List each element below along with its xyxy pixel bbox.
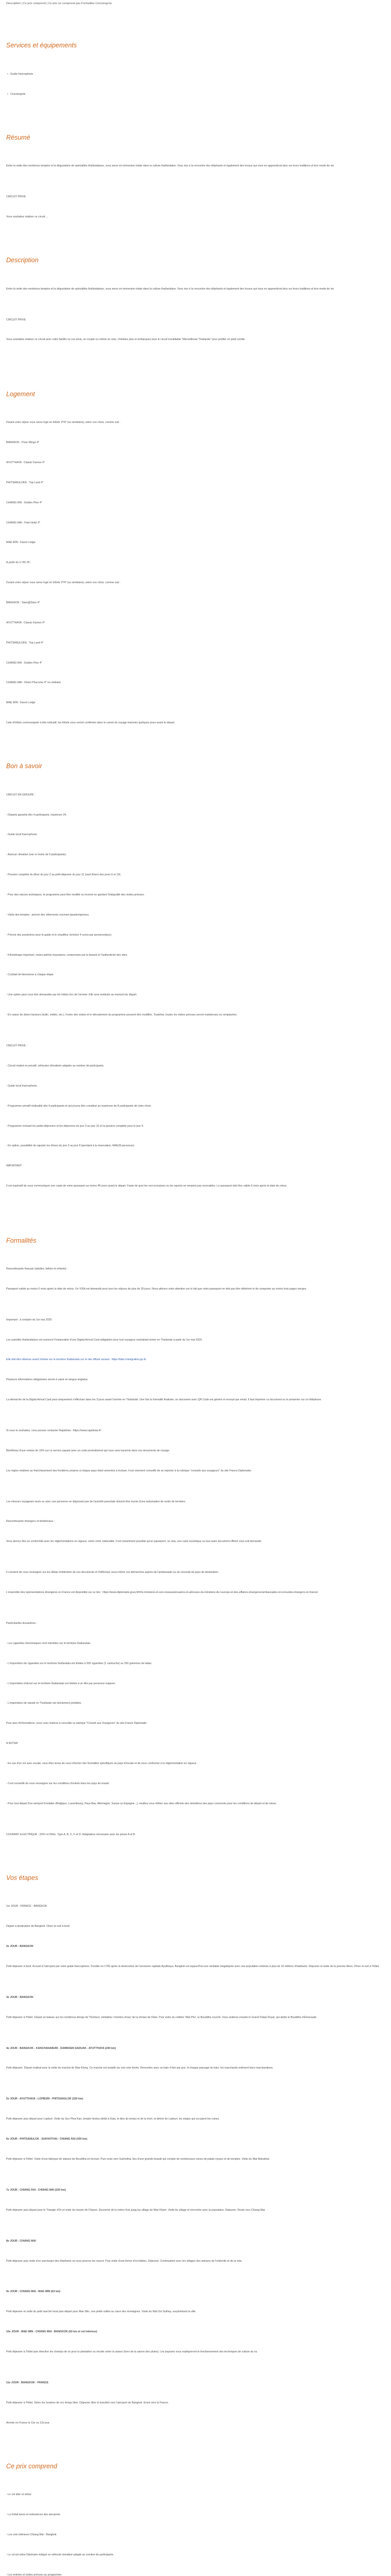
paragraph: - Programme incluant les petits-déjeuners et les déjeuners du jour 3 au jour 10 et la pension complète pour le jour 9. <box>6 1124 144 1128</box>
paragraph: Entre la visite des nombreux temples et la dégustation de spécialités thaïlandaises, vous serez en immersion totale dans la culture thaïlandaise. Vous irez à la rencontre des éléphants et également des locaux qui vous en apprendront plus sur leurs traditions et leur mode de vie. <box>6 287 335 291</box>
list-item: • Guide francophone <box>6 73 385 76</box>
paragraph: Durant votre séjour vous serez logé en hôtels 3*/4* (ou similaires), selon vos choix, comme suit : <box>6 421 121 425</box>
section-heading: Formalités <box>6 1236 37 1244</box>
paragraph: CHIANG MAI : Khum Phucome 4* ou similaire <box>6 681 61 685</box>
paragraph: Petit déjeuner à l'hôtel puis direction les champs de riz pour la plantation ou récolte selon la saison (hors de la saison des pluies). Les paysans vous expliqueront le fonctionnement des techniques de culture du riz. <box>6 2350 258 2353</box>
paragraph: Entre la visite des nombreux temples et la dégustation de spécialités thaïlandaises, vous serez en immersion totale dans la culture thaïlandaise. Vous irez à la rencontre des éléphants et également des locaux qui vous en apprendront plus sur leurs traditions et leur mode de vie. <box>6 164 335 168</box>
paragraph: BANGKOK : Pose Wings 4* <box>6 441 40 445</box>
paragraph: - L'importation de viande en Thaïlande est strictement prohibée. <box>6 1702 82 1705</box>
paragraph: 8e JOUR : CHIANG MAI <box>6 2239 36 2243</box>
paragraph: Départ à destination de Bangkok. Dîner et nuit à bord. <box>6 1925 71 1928</box>
paragraph: CIRCUIT PRIVÉ <box>6 318 26 321</box>
paragraph: Si vous le souhaitez, vous pouvez contacter Rapidvisa : https://www.rapidvisa.fr/ <box>6 1429 102 1432</box>
section-heading: Résumé <box>6 133 30 141</box>
section-heading: Ce prix comprend <box>6 2463 57 2470</box>
paragraph: - Pour des raisons techniques, le programme peut être modifié ou inversé en gardant l'intégralité des visites prévues. <box>6 893 145 897</box>
paragraph: 11e JOUR : BANGKOK - FRANCE <box>6 2381 48 2384</box>
paragraph: - Circuit réalisé en privatif, véhicules climatisés adaptés au nombre de participants. <box>6 1064 105 1067</box>
paragraph: - Une option peut vous être demandée par les hôtels lors de l'arrivée. Elle sera restituée au moment du départ. <box>6 993 137 997</box>
paragraph: CIRCUIT PRIVÉ <box>6 195 26 199</box>
paragraph: MAE WIN : Kanot Lodge <box>6 701 36 705</box>
paragraph: - Guide local francophone. <box>6 833 38 837</box>
paragraph: Pour plus d'informations, nous vous invitons à consulter la rubrique "Conseil aux Voyageurs" du site France Diplomatie <box>6 1722 147 1725</box>
paragraph: - Les cigarettes électroniques sont interdites sur le territoire thaïlandais. <box>6 1641 91 1645</box>
paragraph: IMPORTANT : <box>6 1164 23 1168</box>
paragraph: A NOTER <box>6 1742 18 1745</box>
paragraph: Durant votre séjour vous serez logé en hôtels 3*/4* (ou similaires), selon vos choix, comme suit : <box>6 581 121 585</box>
paragraph: 3e JOUR : BANGKOK <box>6 1995 34 1999</box>
paragraph: Il est impératif de nous communiquer une copie de votre passeport au moins 45 jours avant le départ. Faute de quoi les non-inclusions ou les reports ne seraient pas recevables. Le passeport doit être valide 6 mois après la date de retour. <box>6 1184 287 1188</box>
paragraph: - Autocar climatisé (van si moins de 9 participants). <box>6 853 67 857</box>
paragraph: BANGKOK : Siam@Siam 4* <box>6 601 40 604</box>
paragraph: Petit déjeuner puis départ pour le Triangle d'Or et visite du musée de l'Opium. Descente de la rivière Kok jusqu'au village de Mae Kham. Visite du village et rencontre avec la population. Déjeuner. Route vers Chiang Mai. <box>6 2208 266 2212</box>
paragraph: CIRCUIT PRIVÉ : <box>6 1044 27 1048</box>
paragraph: Vous souhaitez réaliser ce circuit ... <box>6 215 48 218</box>
paragraph: Important : à compter du 1er mai 2025 <box>6 1318 52 1321</box>
paragraph: 9e JOUR : CHIANG MAI - MAE WIN (63 km) <box>6 2290 60 2294</box>
paragraph: Petit déjeuner à l'hôtel. Départ en bateau sur les nombreux klongs de Thonburi, véritables 'chemins d'eau' de la Venise de l'Asie. Puis visite du célèbre 'Wat Pho', le Bouddha couché. Vous visiterez ensuite le Grand Palais Royal, qui abrite le Bouddha d'Émeraude. <box>6 2015 317 2019</box>
paragraph: - Guide local francophone. <box>6 1084 38 1088</box>
paragraph: Arrivée en France le 11e ou 12e jour. <box>6 2421 50 2425</box>
paragraph: Petit déjeuner à bord. Accueil à l'aéroport par votre guide francophone. Fondée en 1782 après la destruction de l'ancienne capitale Ayutthaya, Bangkok est aujourd'hui une véritable mégalopole avec une population estimée à plus de 10 millions d'habitants. Déjeuner et visite de la journée libres. Dîner et nuit à l'hôtel. <box>6 1964 380 1968</box>
paragraph: Les règles relatives au franchissement des frontières propres à chaque pays étant amenées à évoluer, il est vivement conseillé de se reporter à la rubrique "conseils aux voyageurs" du site France Diplomatie. <box>6 1469 252 1472</box>
paragraph: Il convient de vous renseigner sur les délais d'obtention de ces documents et d'effectuer vous-même vos démarches auprès de l'ambassade ou du consulat du pays de destination. <box>6 1571 219 1574</box>
paragraph: - En option, possibilité de rajouter les dîners du jour 3 au jour 8 (pendant à la réservation, MAE28 personne). <box>6 1144 135 1148</box>
paragraph: - L'importation de cigarettes sur le territoire thaïlandais est limitée à 200 cigarettes (1 cartouche) ou 250 grammes de tabac. <box>6 1662 153 1665</box>
paragraph: MAE WIN : Kanot Lodge <box>6 541 36 545</box>
paragraph: - Programme privatif réalisable dès 4 participants et qui pourra être constitué au maximum de 8 participants de votre choix. <box>6 1104 152 1108</box>
section-heading: Description <box>6 257 39 264</box>
paragraph: 2e JOUR : BANGKOK <box>6 1945 34 1948</box>
paragraph: 6e JOUR : PHITSANULOK - SUKHOTHAI - CHIANG RAI (430 km) <box>6 2138 88 2141</box>
paragraph: - La forfait taxes et redevances des aéroports. <box>6 2513 61 2517</box>
paragraph: PHITSANULOKE : Top Land 4* <box>6 481 43 484</box>
paragraph: AYUTTHAYA : Classic Kameo 4* <box>6 461 45 464</box>
section-heading: Bon à savoir <box>6 762 42 770</box>
paragraph: PHITSANULOKE : Top Land 4* <box>6 641 43 645</box>
paragraph: Les mineurs voyageant seuls ou avec une personne ne disposant pas de l'autorité parentale doivent être munis d'une autorisation de sortie de territoire. <box>6 1500 186 1503</box>
paragraph: - Pension complète du dîner du jour 2 au petit-déjeuner du jour 11 (sauf dîners des jours 6 et 10). <box>6 873 121 877</box>
paragraph: Petit déjeuner à l'hôtel. Visite d'une fabrique de statues de Bouddha en bronze. Puis route vers Sukhothai, lieu d'une grande beauté qui compte de nombreuses ruines de palais royaux et de temples. Visite du Wat Mahathat. <box>6 2157 270 2161</box>
text-link[interactable]: Elle doit être obtenue avant l'entrée sur le territoire thaïlandais sur le site officiel suivant : https://tdac.immigration.go.th <box>6 1358 146 1362</box>
paragraph: - Les entrées et visites prévues au programme. <box>6 2573 62 2576</box>
paragraph: - Pour tout départ d'un aéroport frontalier (Belgique, Luxembourg, Pays-Bas, Allemagne, Suisse ou Espagne...), veuillez vous référer aux sites officiels des ministères des pays concernés pour les conditions de départ et de retour. <box>6 1802 277 1805</box>
paragraph: Ressortissants étrangers et binationaux : <box>6 1520 55 1523</box>
paragraph: - Visite des temples : prévoir des vêtements couvrant épaules/genoux. <box>6 913 90 917</box>
paragraph: 1er JOUR : FRANCE - BANGKOK <box>6 1905 47 1908</box>
paragraph: 10e JOUR : MAE WIN - CHIANG MAI - BANGKOK (63 km et vol intérieur) <box>6 2330 97 2334</box>
paragraph: 7e JOUR : CHIANG RAI - CHIANG MAI (220 km) <box>6 2188 66 2192</box>
paragraph: Bénéficiez d'une remise de 15% sur ce service payant avec un code promotionnel qui vous sera transmis dans vos documents de voyage. <box>6 1449 170 1452</box>
paragraph: CHIANG RAI : Golden Pine 4* <box>6 501 42 504</box>
paragraph: - Kilométrage important, routes parfois mauvaises, comprenant par la beauté et l'authenticité des sites. <box>6 953 128 957</box>
section-nav[interactable]: Description | Ce prix comprend | Ce prix ne comprend pas Formalités Conciergerie <box>6 2 112 5</box>
paragraph: Petit déjeuner. Départ matinal pour la visite du marché de Mae Klong. Ce marché est installé sur une voie ferrée. Rencontre avec un train 4 fois par jour. À chaque passage du train, les marchands enlèvent leurs marchandises. <box>6 2066 273 2070</box>
paragraph: CHIANG RAI : Golden Pine 4* <box>6 661 42 665</box>
paragraph: Ressortissants français (adultes, bébés et enfants) : <box>6 1267 68 1270</box>
paragraph: Les autorités thaïlandaises ont annoncé l'instauration d'une Digital Arrival Card obligatoire pour tout voyageur souhaitant entrer en Thaïlande à partir du 1er mai 2025. <box>6 1338 203 1342</box>
paragraph: COURANT ÉLECTRIQUE : 220V et 50Hz. Type A, B, C, F et O. Adaptateur nécessaire pour les prises A et B. <box>6 1833 136 1836</box>
paragraph: Vous souhaitez réaliser ce circuit avec votre famille ou vos amis, en couple ou même en solo, n'hésitez plus et embarquez pour le circuit inoubliable "Merveilleuse Thaïlande" pour profiter en petit comité. <box>6 338 246 342</box>
paragraph: CHIANG MAI : Park Hotel 3* <box>6 521 40 524</box>
paragraph: Passeport valide au moins 6 mois après la date de retour. Un VISA est demandé pour tous les séjours de plus de 30 jours. Nous attirons votre attention sur le fait que votre passeport ne doit pas être détérioré et de comporter au moins trois pages vierges. <box>6 1287 307 1291</box>
paragraph: Petit déjeuner puis départ pour Lopburi. Visite du Sun Phra Kan, temple hindou dédié à Kala, le dieu du temps et de la mort, et dérivé de Lopburi, les singes qui occupent les ruines. <box>6 2117 220 2121</box>
paragraph: - Il est conseillé de vous renseigner sur les conditions d'entrée dans les pays de transit. <box>6 1782 110 1785</box>
paragraph: - L'importation d'alcool sur le territoire thaïlandais est limitée à un litre par personne majeure. <box>6 1682 116 1685</box>
paragraph: L'ensemble des représentations étrangères en France est disponible sur ce lien : https://www.diplomatie.gouv.fr/fr/le-ministere-et-son-reseau/annuaires-et-adresses-du-ministere-de-l-europe-et-des-affaires-etrangeres/ambassades-et-consulats-etrangers-en-france/ <box>6 1591 318 1595</box>
paragraph: Plusieurs informations obligatoires seront à saisir en langue anglaise. <box>6 1378 89 1382</box>
paragraph: Petit déjeuner à l'hôtel. Selon les horaires de vol, temps libre. Déjeuner libre et transfert vers l'aéroport de Bangkok. Envol vers la France. <box>6 2401 169 2404</box>
list-item: • Conciergerie <box>6 93 385 96</box>
section-heading: Vos étapes <box>6 1874 39 1882</box>
paragraph: - Départs garantis dès 4 participants, maximum 24. <box>6 813 67 817</box>
paragraph: 4e JOUR : BANGKOK - KANCHANABURI - DAMNOEN SADUAK - AYUTTHAYA (240 km) <box>6 2046 116 2050</box>
paragraph: La démarche de la Digital Arrival Card peut uniquement s'effectuer dans les 3 jours avant l'arrivée en Thaïlande. Une fois la formalité finalisée, un document avec QR Code est généré et envoyé par email. Il faut imprimer ce document ou le présenter sur un téléphone. <box>6 1398 322 1402</box>
paragraph: - Le circuit selon l'itinéraire indiqué en véhicule climatisé adapté au nombre de participants. <box>6 2553 114 2556</box>
paragraph: À partir du 1/ 05/ 26 : <box>6 561 31 565</box>
paragraph: AYUTTHAYA : Classic Kameo 4* <box>6 621 45 624</box>
paragraph: 5e JOUR : AYUTTHAYA - LOPBURI - PHITSANULOK (320 km) <box>6 2097 83 2101</box>
paragraph: - En raison de divers facteurs (trafic, météo, etc.), l'ordre des visites et le déroulement du programme peuvent être modifiés. Toutefois, toutes les visites prévues seront maintenues ou remplacées. <box>6 1013 238 1017</box>
paragraph: Particularités douanières : <box>6 1622 37 1625</box>
paragraph: Petit déjeuner puis visite d'un sanctuaire des éléphants où vous pourrez les nourrir. Puis visite d'une ferme d'orchidées. Déjeuner. Continuation avec les villages des artisans de l'ombrelle et de la soie. <box>6 2259 242 2263</box>
section-heading: Services et équipements <box>6 42 77 49</box>
paragraph: CIRCUIT EN GROUPE : <box>6 793 36 796</box>
paragraph: - Prévoir des pourboires pour le guide et le chauffeur (environ 4 euros par personne/jour). <box>6 933 112 937</box>
paragraph: - Les vols intérieurs Chiang Mai - Bangkok <box>6 2533 57 2537</box>
paragraph: Petit déjeuner et visite du petit marché local puis départ pour Mae Win, une petite vallée au cœur des montagnes. Visite du Wat Doi Suthep, surplombant la ville. <box>6 2310 197 2314</box>
section-heading: Logement <box>6 390 35 398</box>
paragraph: - Le vol aller et retour <box>6 2493 32 2497</box>
paragraph: Vous devrez être en conformité avec les réglementations en vigueur, selon votre nationalité. Il est notamment possible qu'un passeport, un visa, une carte touristique ou tout autre document officiel vous soit demandé. <box>6 1540 262 1544</box>
paragraph: - En cas d'un vol avec escale, vous êtes tenus de vous informer des formalités spécifiques au pays d'escale et de vous conformer à la réglementation en vigueur. <box>6 1762 197 1766</box>
paragraph: - Cocktail de bienvenue à chaque étape. <box>6 973 54 977</box>
paragraph: Liste d'hôtels communiquée à titre indicatif, les hôtels vous seront confirmés dans le carnet de voyage transmis quelques jours avant le départ. <box>6 721 175 725</box>
